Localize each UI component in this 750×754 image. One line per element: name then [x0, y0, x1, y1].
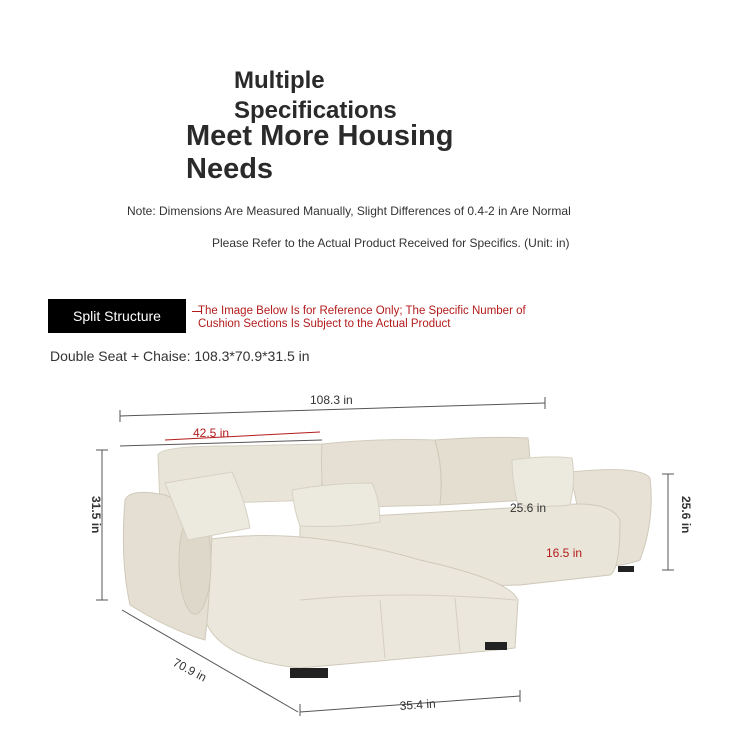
dim-chaise-front: 35.4 in [399, 696, 437, 713]
dim-seat-depth: 25.6 in [510, 501, 547, 515]
dim-chaise-width: 42.5 in [193, 426, 230, 440]
heading-line-1: Multiple Specifications [234, 67, 397, 124]
dim-depth: 70.9 in [170, 655, 209, 685]
dim-arm-height: 25.6 in [679, 496, 693, 534]
dim-height: 31.5 in [89, 496, 103, 534]
dim-total-width: 108.3 in [310, 393, 353, 407]
dim-seat-height: 16.5 in [546, 546, 583, 560]
refer-note: Please Refer to the Actual Product Received for Specifics. (Unit: in) [212, 236, 570, 250]
reference-note: The Image Below Is for Reference Only; The Specific Number of Cushion Sections Is Subject to the Actual Product [198, 305, 526, 330]
product-dimensions-title: Double Seat + Chaise: 108.3*70.9*31.5 in [50, 348, 310, 364]
split-structure-label: Split Structure [48, 299, 186, 333]
measurement-note: Note: Dimensions Are Measured Manually, Slight Differences of 0.4-2 in Are Normal [127, 204, 571, 218]
heading-line-2: Meet More Housing Needs [186, 120, 454, 185]
